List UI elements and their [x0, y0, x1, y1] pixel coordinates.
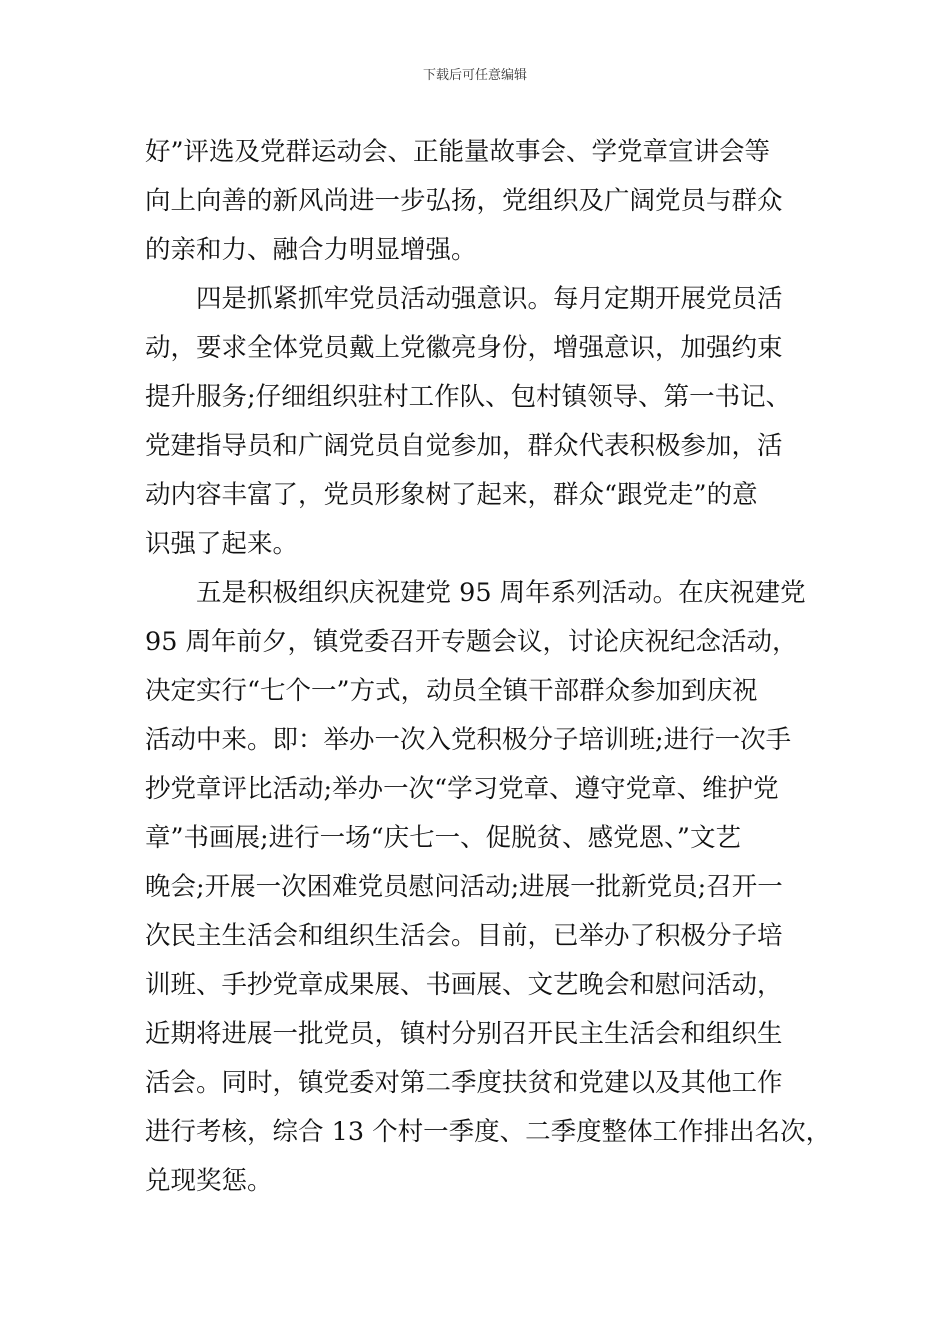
text-line: 的亲和力、融合力明显增强。	[145, 235, 477, 265]
text-line: 近期将进展一批党员，镇村分别召开民主生活会和组织生	[145, 1019, 783, 1049]
text-line: 决定实行“七个一”方式，动员全镇干部群众参加到庆祝	[145, 676, 758, 706]
text-line: 四是抓紧抓牢党员活动强意识。每月定期开展党员活	[145, 284, 783, 314]
text-line: 晚会;开展一次困难党员慰问活动;进展一批新党员;召开一	[145, 872, 783, 902]
text-line: 动内容丰富了，党员形象树了起来，群众“跟党走”的意	[145, 480, 758, 510]
document-body	[145, 128, 832, 1206]
text-line: 章”书画展;进行一场“庆七一、促脱贫、感党恩、”文艺	[145, 823, 741, 853]
text-line: 95 周年前夕，镇党委召开专题会议，讨论庆祝纪念活动，	[145, 627, 798, 657]
text-line: 次民主生活会和组织生活会。目前，已举办了积极分子培	[145, 921, 783, 951]
text-line: 兑现奖惩。	[145, 1166, 273, 1196]
text-line: 识强了起来。	[145, 529, 299, 559]
text-line: 进行考核，综合 13 个村一季度、二季度整体工作排出名次，	[145, 1117, 832, 1147]
paragraph	[145, 275, 810, 569]
text-line: 提升服务;仔细组织驻村工作队、包村镇领导、第一书记、	[145, 382, 792, 412]
text-line: 向上向善的新风尚进一步弘扬，党组织及广阔党员与群众	[145, 186, 783, 216]
page-header: 下载后可任意编辑	[422, 68, 527, 83]
text-line: 五是积极组织庆祝建党 95 周年系列活动。在庆祝建党	[145, 578, 806, 608]
text-line: 好”评选及党群运动会、正能量故事会、学党章宣讲会等	[145, 137, 771, 167]
text-line: 动，要求全体党员戴上党徽亮身份，增强意识，加强约束	[145, 333, 783, 363]
paragraph	[145, 569, 832, 1206]
text-line: 训班、手抄党章成果展、书画展、文艺晚会和慰问活动，	[145, 970, 783, 1000]
text-line: 抄党章评比活动;举办一次“学习党章、遵守党章、维护党	[145, 774, 779, 804]
text-line: 活会。同时，镇党委对第二季度扶贫和党建以及其他工作	[145, 1068, 783, 1098]
paragraph	[145, 128, 810, 275]
text-line: 活动中来。即：举办一次入党积极分子培训班;进行一次手	[145, 725, 792, 755]
text-line: 党建指导员和广阔党员自觉参加，群众代表积极参加，活	[145, 431, 783, 461]
